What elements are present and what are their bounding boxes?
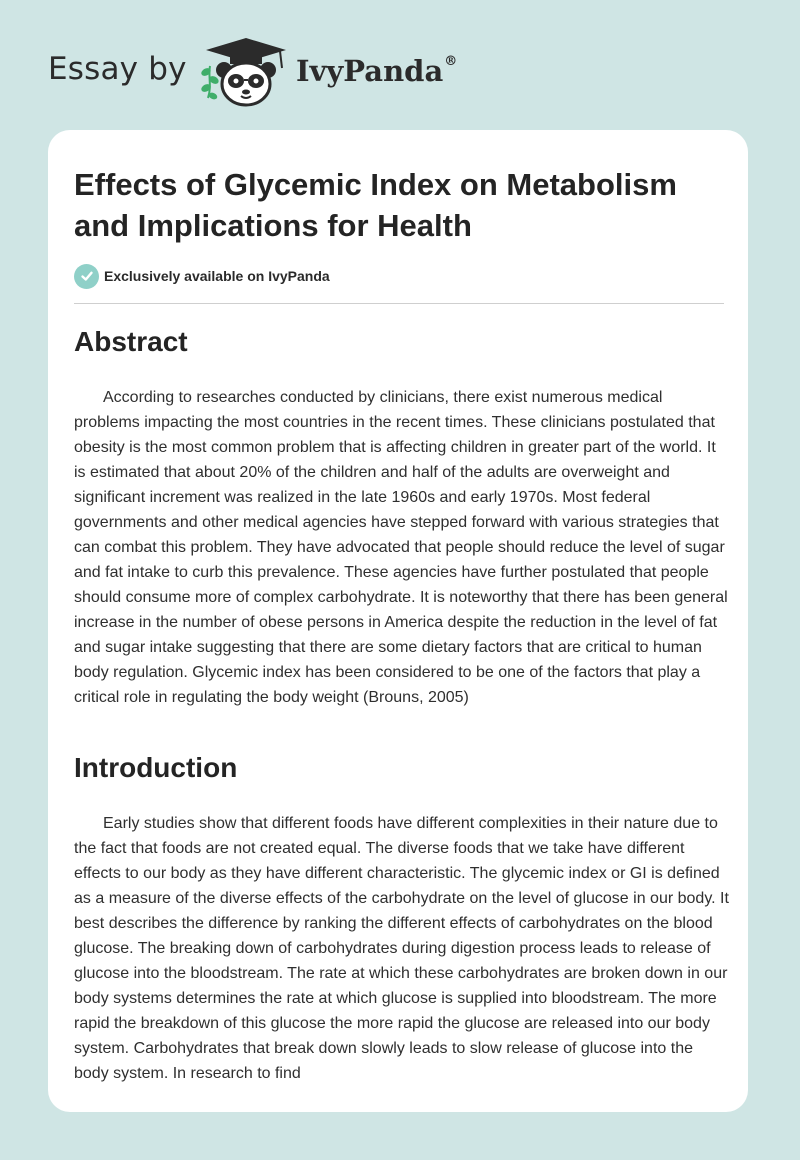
- checkmark-icon: [74, 264, 99, 289]
- section-heading-introduction: Introduction: [74, 752, 238, 783]
- introduction-paragraph: Early studies show that different foods have different complexities in their nature due to the fact that foods are not created equal. The diverse foods that we take have different effects to our body as they have different characteristic. The glycemic index or GI is defined as a measure of the diverse effects of the carbohydrate on the level of glucose in our body. It best describes the difference by ranking the different effects of carbohydrates on the blood glucose. The breaking down of carbohydrates during digestion process leads to release of glucose into the bloodstream. The rate at which these carbohydrates are broken down in our body systems determines the rate at which glucose is supplied into bloodstream. The more rapid the breakdown of this glucose the more rapid the glucose are released into our body system. Carbohydrates that break down slowly leads to slow release of glucose into the body system. In research to find: [74, 815, 729, 1082]
- brand-name[interactable]: [296, 54, 457, 88]
- exclusive-badge: [74, 263, 330, 289]
- brand-name-text: IvyPanda: [296, 54, 444, 88]
- abstract-paragraph: According to researches conducted by clinicians, there exist numerous medical problems impacting the most countries in the recent times. These clinicians postulated that obesity is the most common problem that is affecting children in greater part of the world. It is estimated that about 20% of the children and half of the adults are overweight and significant increment was realized in the late 1960s and early 1970s. Most federal governments and other medical agencies have stepped forward with various strategies that can combat this problem. They have advocated that people should reduce the level of sugar and fat intake to curb this prevalence. These agencies have further postulated that people should consume more of complex carbohydrate. It is noteworthy that there has been general increase in the number of obese persons in America despite the reduction in the level of fat and sugar intake suggesting that there are some dietary factors that are critical to human body regulation. Glycemic index has been considered to be one of the factors that play a critical role in regulating the body weight (Brouns, 2005): [74, 389, 728, 706]
- panda-graduate-icon: [200, 36, 292, 108]
- divider: [74, 303, 724, 304]
- site-header: [0, 0, 800, 130]
- ivypanda-logo[interactable]: [200, 36, 292, 108]
- badge-label: Exclusively available on IvyPanda: [104, 268, 330, 284]
- registered-mark: ®: [444, 54, 458, 69]
- section-heading-abstract: Abstract: [74, 326, 188, 357]
- page-title: Effects of Glycemic Index on Metabolism and Implications for Health: [74, 167, 677, 243]
- essay-card: [48, 130, 748, 1112]
- essay-by-label: Essay by: [48, 51, 187, 87]
